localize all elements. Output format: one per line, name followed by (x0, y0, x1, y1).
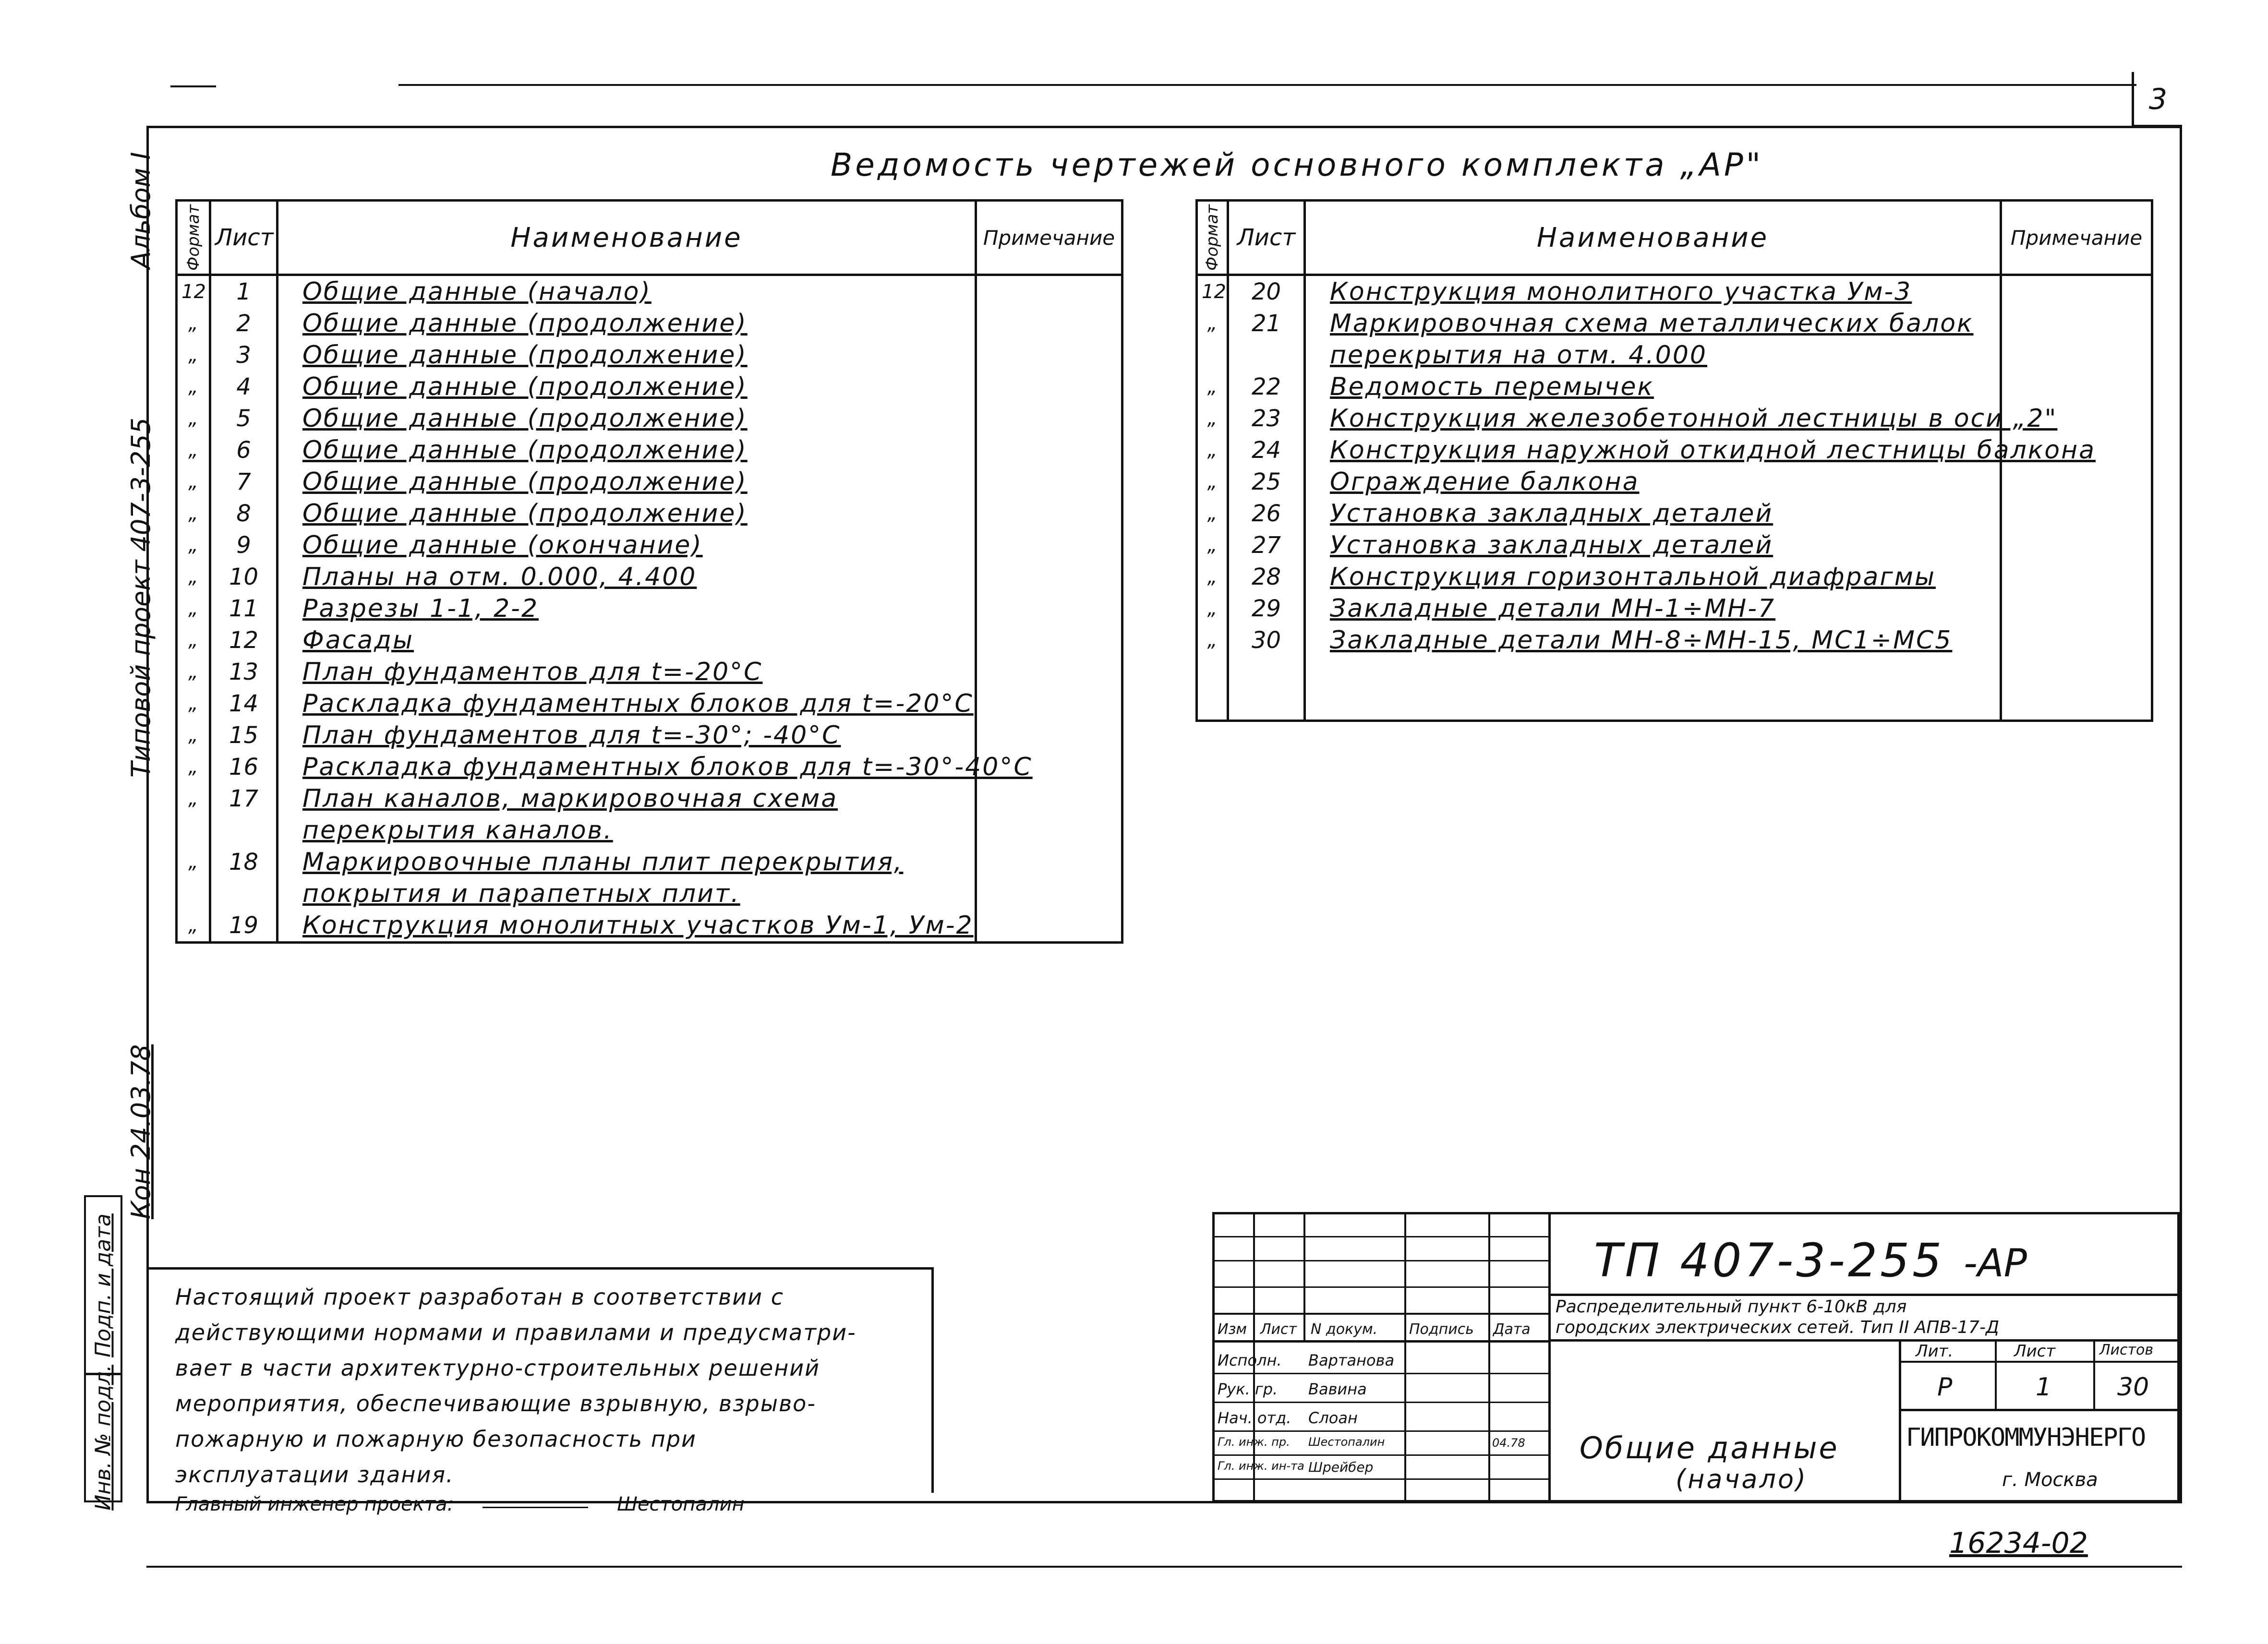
format-cell (177, 815, 210, 846)
table-row (177, 593, 1122, 624)
format-cell (1197, 339, 1228, 371)
name-text: Закладные детали МН-8÷МН-15, МС1÷МС5 (1330, 626, 1953, 655)
name-text: Установка закладных деталей (1330, 499, 1773, 528)
note-cell (2001, 624, 2152, 656)
table-row (1197, 498, 2152, 529)
note-signature (175, 1492, 917, 1516)
tb-line (1995, 1339, 1997, 1411)
sheet-cell: 16 (210, 751, 277, 783)
note-cell (976, 846, 1122, 878)
name-cell (277, 878, 976, 910)
name-cell (277, 498, 976, 529)
note-cell (976, 656, 1122, 688)
format-cell: „ (1197, 371, 1228, 403)
table-row (177, 815, 1122, 846)
table-row (177, 688, 1122, 720)
role-name: Шрейбер (1308, 1459, 1374, 1475)
document-mark: -АР (1964, 1241, 2027, 1285)
role-label: Гл. инж. пр. (1218, 1435, 1290, 1449)
name-text: Фасады (302, 626, 414, 655)
name-text: Общие данные (продолжение) (302, 404, 748, 433)
note-header: Примечание (976, 201, 1122, 275)
note-cell (976, 878, 1122, 910)
format-cell: „ (177, 656, 210, 688)
margin-album: Альбом I (126, 152, 156, 269)
format-cell: „ (177, 593, 210, 624)
format-cell (1197, 656, 1228, 688)
tb-line (1215, 1454, 1548, 1456)
tb-line (1215, 1478, 1548, 1480)
name-cell (1305, 561, 2001, 593)
sheet-cell: 24 (1228, 434, 1305, 466)
table-row (1197, 529, 2152, 561)
name-cell (277, 720, 976, 751)
note-cell (976, 498, 1122, 529)
sheet-cell: 11 (210, 593, 277, 624)
sheet-cell: 2 (210, 308, 277, 339)
role-label: Исполн. (1218, 1351, 1282, 1369)
name-cell (1305, 339, 2001, 371)
name-cell (277, 529, 976, 561)
format-cell: „ (177, 403, 210, 434)
tb-line (1215, 1260, 1548, 1261)
format-cell: 12 (177, 275, 210, 308)
name-cell (277, 751, 1033, 783)
name-cell (1305, 624, 2001, 656)
sheet-cell: 22 (1228, 371, 1305, 403)
tb-line (1899, 1339, 1901, 1502)
stamp-inv: Инв. № подл. (91, 1365, 116, 1511)
tb-line (1215, 1373, 1548, 1374)
sheet-cell: 25 (1228, 466, 1305, 498)
name-cell (277, 815, 976, 846)
table-row (177, 498, 1122, 529)
sheet-cell: 4 (210, 371, 277, 403)
sheet-cell: 9 (210, 529, 277, 561)
table-row (1197, 656, 2152, 688)
note-cell (2001, 339, 2152, 371)
name-text: План фундаментов для t=-30°; -40°С (302, 721, 841, 750)
stage-value: Р (1937, 1373, 1953, 1402)
note-cell (976, 403, 1122, 434)
sheet-cell: 18 (210, 846, 277, 878)
sheets-value: 30 (2117, 1373, 2149, 1402)
table-row (177, 846, 1122, 878)
name-text: Маркировочная схема металлических балок (1330, 309, 1974, 338)
sheet-cell: 20 (1228, 275, 1305, 308)
name-cell (1305, 371, 2001, 403)
sheet-cell: 12 (210, 624, 277, 656)
table-row (1197, 371, 2152, 403)
role-name: Вавина (1308, 1380, 1367, 1398)
organization-city: г. Москва (2002, 1469, 2098, 1491)
name-text: Раскладка фундаментных блоков для t=-30°-40°С (302, 753, 1033, 781)
top-scan-line (170, 85, 216, 87)
note-header: Примечание (2001, 201, 2152, 275)
sheet-cell: 13 (210, 656, 277, 688)
format-cell: „ (177, 434, 210, 466)
table-row (1197, 688, 2152, 721)
note-cell (2001, 656, 2152, 688)
format-cell (177, 878, 210, 910)
format-cell: „ (1197, 403, 1228, 434)
signature-mark (483, 1492, 588, 1508)
name-cell (277, 403, 976, 434)
name-text: Общие данные (окончание) (302, 531, 703, 560)
sheet-cell: 26 (1228, 498, 1305, 529)
name-text: Ведомость перемычек (1330, 372, 1654, 401)
name-cell (277, 275, 976, 308)
sheet-label: Лист (2014, 1342, 2056, 1361)
format-cell: „ (1197, 498, 1228, 529)
table-row (177, 339, 1122, 371)
name-cell (277, 846, 976, 878)
tb-line (1899, 1409, 2182, 1411)
name-text: Установка закладных деталей (1330, 531, 1773, 560)
name-cell (1305, 498, 2001, 529)
table-row (177, 434, 1122, 466)
note-cell (2001, 529, 2152, 561)
sheet-cell (1228, 339, 1305, 371)
sheet-cell: 6 (210, 434, 277, 466)
signature-name: Шестопалин (617, 1493, 745, 1515)
note-cell (976, 783, 1122, 815)
format-cell: „ (177, 910, 210, 943)
table-row (177, 466, 1122, 498)
name-cell (1305, 529, 2001, 561)
name-text: Конструкция горизонтальной диафрагмы (1330, 563, 1936, 591)
note-cell (976, 371, 1122, 403)
sheet-title-line-2: (начало) (1676, 1464, 1808, 1494)
sheet-value: 1 (2036, 1373, 2052, 1402)
note-line: эксплуатации здания. (175, 1462, 454, 1488)
note-cell (976, 434, 1122, 466)
note-cell (2001, 371, 2152, 403)
table-header (177, 201, 1122, 275)
name-text: Общие данные (продолжение) (302, 309, 748, 338)
tb-line (1488, 1214, 1490, 1502)
table-row (177, 720, 1122, 751)
table-row (1197, 466, 2152, 498)
table-row (177, 624, 1122, 656)
format-header: Формат (1197, 201, 1228, 275)
note-line: пожарную и пожарную безопасность при (175, 1426, 697, 1452)
margin-project: Типовой проект 407-3-255 (126, 417, 156, 778)
role-label: Гл. инж. ин-та (1218, 1459, 1304, 1473)
name-cell (277, 593, 976, 624)
note-cell (976, 910, 1122, 943)
name-cell (1305, 466, 2001, 498)
object-line-2: городских электрических сетей. Тип II АПВ-17-Д (1556, 1318, 2000, 1337)
note-cell (976, 339, 1122, 371)
format-cell: „ (1197, 624, 1228, 656)
name-text: Закладные детали МН-1÷МН-7 (1330, 594, 1776, 623)
format-cell: „ (177, 561, 210, 593)
table-row (177, 783, 1122, 815)
name-text: Раскладка фундаментных блоков для t=-20°С (302, 689, 974, 718)
tb-line (1303, 1214, 1305, 1342)
format-cell: „ (177, 529, 210, 561)
register-table-right (1195, 199, 2153, 722)
tb-line (1548, 1294, 2180, 1296)
note-cell (976, 529, 1122, 561)
table-row (177, 308, 1122, 339)
note-cell (976, 815, 1122, 846)
stamp-sign-cell (84, 1195, 122, 1375)
tb-line (1215, 1286, 1548, 1288)
note-cell (976, 466, 1122, 498)
format-cell: „ (1197, 466, 1228, 498)
page-title: Ведомость чертежей основного комплекта „АР" (831, 146, 1764, 183)
name-cell (277, 339, 976, 371)
table-row (177, 275, 1122, 308)
organization-name: ГИПРОКОММУНЭНЕРГО (1906, 1423, 2146, 1452)
table-row (177, 910, 1122, 943)
table-row (177, 561, 1122, 593)
name-header: Наименование (277, 201, 976, 275)
archive-number: 16234-02 (1949, 1526, 2088, 1560)
name-text: План фундаментов для t=-20°С (302, 658, 763, 686)
note-cell (976, 688, 1122, 720)
tb-line (1215, 1430, 1548, 1432)
sheet-title-line-1: Общие данные (1580, 1430, 1839, 1465)
note-line: вает в части архитектурно-строительных решений (175, 1355, 820, 1381)
name-text: Конструкция монолитного участка Ум-3 (1330, 277, 1912, 306)
name-cell (277, 434, 976, 466)
format-cell: „ (177, 466, 210, 498)
role-name: Вартанова (1308, 1351, 1395, 1369)
sheet-cell: 27 (1228, 529, 1305, 561)
name-text: План каналов, маркировочная схема (302, 784, 838, 813)
name-cell (277, 561, 976, 593)
table-row (1197, 308, 2152, 339)
sheets-label: Листов (2099, 1342, 2154, 1358)
sheet-header: Лист (210, 201, 277, 275)
name-text: Конструкция наружной откидной лестницы балкона (1330, 436, 2096, 465)
sheet-cell: 10 (210, 561, 277, 593)
name-text: Общие данные (продолжение) (302, 499, 748, 528)
document-code: ТП 407-3-255 (1594, 1234, 1945, 1287)
name-cell (277, 783, 976, 815)
approval-date: 04.78 (1492, 1436, 1525, 1450)
sheet-cell (1228, 656, 1305, 688)
name-header: Наименование (1305, 201, 2001, 275)
name-cell (277, 688, 976, 720)
name-text: Конструкция железобетонной лестницы в оси „2" (1330, 404, 2058, 433)
table-row (1197, 593, 2152, 624)
table-row (1197, 275, 2152, 308)
role-name: Шестопалин (1308, 1435, 1385, 1449)
name-text: Разрезы 1-1, 2-2 (302, 594, 539, 623)
tb-line (1215, 1340, 1548, 1343)
format-cell: „ (1197, 593, 1228, 624)
tb-line (1215, 1236, 1548, 1237)
name-cell (1305, 656, 2001, 688)
tb-line (1404, 1214, 1406, 1502)
sheet-cell: 29 (1228, 593, 1305, 624)
sheet-cell: 1 (210, 275, 277, 308)
name-text: Планы на отм. 0.000, 4.400 (302, 563, 697, 591)
tb-line (2093, 1339, 2095, 1411)
tb-line (1215, 1313, 1548, 1315)
name-text: Общие данные (продолжение) (302, 436, 748, 465)
register-table-left (175, 199, 1123, 944)
title-block (1212, 1212, 2180, 1502)
note-line: Настоящий проект разработан в соответствии с (175, 1284, 784, 1310)
name-text: Общие данные (продолжение) (302, 341, 748, 370)
format-cell (1197, 688, 1228, 721)
note-line: действующими нормами и правилами и предусматри- (175, 1320, 857, 1345)
table-row (177, 371, 1122, 403)
note-cell (976, 561, 1122, 593)
note-cell (2001, 275, 2152, 308)
table-row (1197, 403, 2152, 434)
sheet-cell: 19 (210, 910, 277, 943)
stamp-sign: Подп. и дата (91, 1213, 116, 1357)
name-text: Маркировочные планы плит перекрытия, (302, 848, 904, 876)
general-note (146, 1267, 934, 1515)
name-text: Общие данные (продолжение) (302, 372, 748, 401)
top-scan-line (398, 84, 2136, 86)
format-cell: „ (177, 308, 210, 339)
table-row (177, 403, 1122, 434)
note-cell (976, 720, 1122, 751)
format-cell: „ (177, 688, 210, 720)
tb-line (1548, 1339, 2180, 1342)
sheet-cell: 5 (210, 403, 277, 434)
stage-label: Лит. (1916, 1342, 1954, 1361)
table-row (1197, 624, 2152, 656)
name-cell (1305, 275, 2001, 308)
name-text: перекрытия каналов. (302, 816, 613, 845)
role-label: Рук. гр. (1218, 1380, 1278, 1398)
sheet-header: Лист (1228, 201, 1305, 275)
note-cell (976, 275, 1122, 308)
object-line-1: Распределительный пункт 6-10кВ для (1556, 1297, 1907, 1317)
table-row (1197, 434, 2152, 466)
format-cell: „ (1197, 434, 1228, 466)
note-cell (976, 593, 1122, 624)
name-cell (1305, 688, 2001, 721)
bottom-scan-line (146, 1566, 2182, 1568)
format-cell: „ (1197, 308, 1228, 339)
format-cell: 12 (1197, 275, 1228, 308)
format-cell: „ (177, 751, 210, 783)
name-cell (1305, 308, 2001, 339)
sheet-cell (1228, 688, 1305, 721)
note-cell (2001, 688, 2152, 721)
tb-line (1899, 1361, 2182, 1363)
note-cell (2001, 498, 2152, 529)
note-cell (2001, 593, 2152, 624)
name-cell (277, 656, 976, 688)
sheet-cell: 28 (1228, 561, 1305, 593)
sheet-cell: 15 (210, 720, 277, 751)
name-text: Общие данные (продолжение) (302, 468, 748, 496)
name-cell (277, 371, 976, 403)
format-cell: „ (177, 846, 210, 878)
col-header-izm: Изм (1218, 1321, 1247, 1338)
format-cell: „ (177, 371, 210, 403)
sheet-cell: 23 (1228, 403, 1305, 434)
note-cell (2001, 561, 2152, 593)
format-cell: „ (177, 339, 210, 371)
name-cell (1305, 434, 2096, 466)
table-row (177, 529, 1122, 561)
sheet-cell: 7 (210, 466, 277, 498)
table-row (177, 878, 1122, 910)
table-header (1197, 201, 2152, 275)
sheet-cell (210, 815, 277, 846)
name-text: Общие данные (начало) (302, 277, 651, 306)
format-cell: „ (1197, 561, 1228, 593)
note-cell (2001, 466, 2152, 498)
name-cell (1305, 593, 2001, 624)
table-row (1197, 339, 2152, 371)
tb-line (1548, 1214, 1551, 1502)
role-name: Слоан (1308, 1409, 1358, 1427)
col-header-sign: Подпись (1409, 1321, 1474, 1338)
sheet-cell: 17 (210, 783, 277, 815)
note-cell (976, 624, 1122, 656)
col-header-list: Лист (1260, 1321, 1297, 1338)
name-text: Ограждение балкона (1330, 468, 1640, 496)
format-cell: „ (1197, 529, 1228, 561)
tb-line (1215, 1402, 1548, 1403)
format-cell: „ (177, 498, 210, 529)
table-row (1197, 561, 2152, 593)
name-cell (277, 466, 976, 498)
note-cell (2001, 308, 2152, 339)
name-cell (277, 308, 976, 339)
role-label: Нач. отд. (1218, 1409, 1291, 1427)
format-header: Формат (177, 201, 210, 275)
format-cell: „ (177, 624, 210, 656)
sheet-cell: 14 (210, 688, 277, 720)
col-header-ndoc: N докум. (1311, 1321, 1378, 1338)
table-row (177, 751, 1122, 783)
sheet-cell: 3 (210, 339, 277, 371)
signature-label: Главный инженер проекта: (175, 1493, 454, 1515)
margin-mark: Кон 24.03.78 (126, 1044, 156, 1219)
table-row (177, 656, 1122, 688)
name-cell (277, 910, 976, 943)
sheet-cell: 21 (1228, 308, 1305, 339)
col-header-date: Дата (1493, 1321, 1531, 1338)
sheet-cell: 8 (210, 498, 277, 529)
note-cell (976, 308, 1122, 339)
name-cell (277, 624, 976, 656)
sheet-cell (210, 878, 277, 910)
format-cell: „ (177, 720, 210, 751)
sheet-cell: 30 (1228, 624, 1305, 656)
note-line: мероприятия, обеспечивающие взрывную, взрыво- (175, 1391, 816, 1416)
sheet-number: 3 (2132, 72, 2182, 127)
name-cell (1305, 403, 2058, 434)
format-cell: „ (177, 783, 210, 815)
stamp-inv-cell (84, 1365, 122, 1511)
name-text: перекрытия на отм. 4.000 (1330, 341, 1708, 370)
name-text: Конструкция монолитных участков Ум-1, Ум-2 (302, 911, 974, 940)
name-text: покрытия и парапетных плит. (302, 879, 740, 908)
